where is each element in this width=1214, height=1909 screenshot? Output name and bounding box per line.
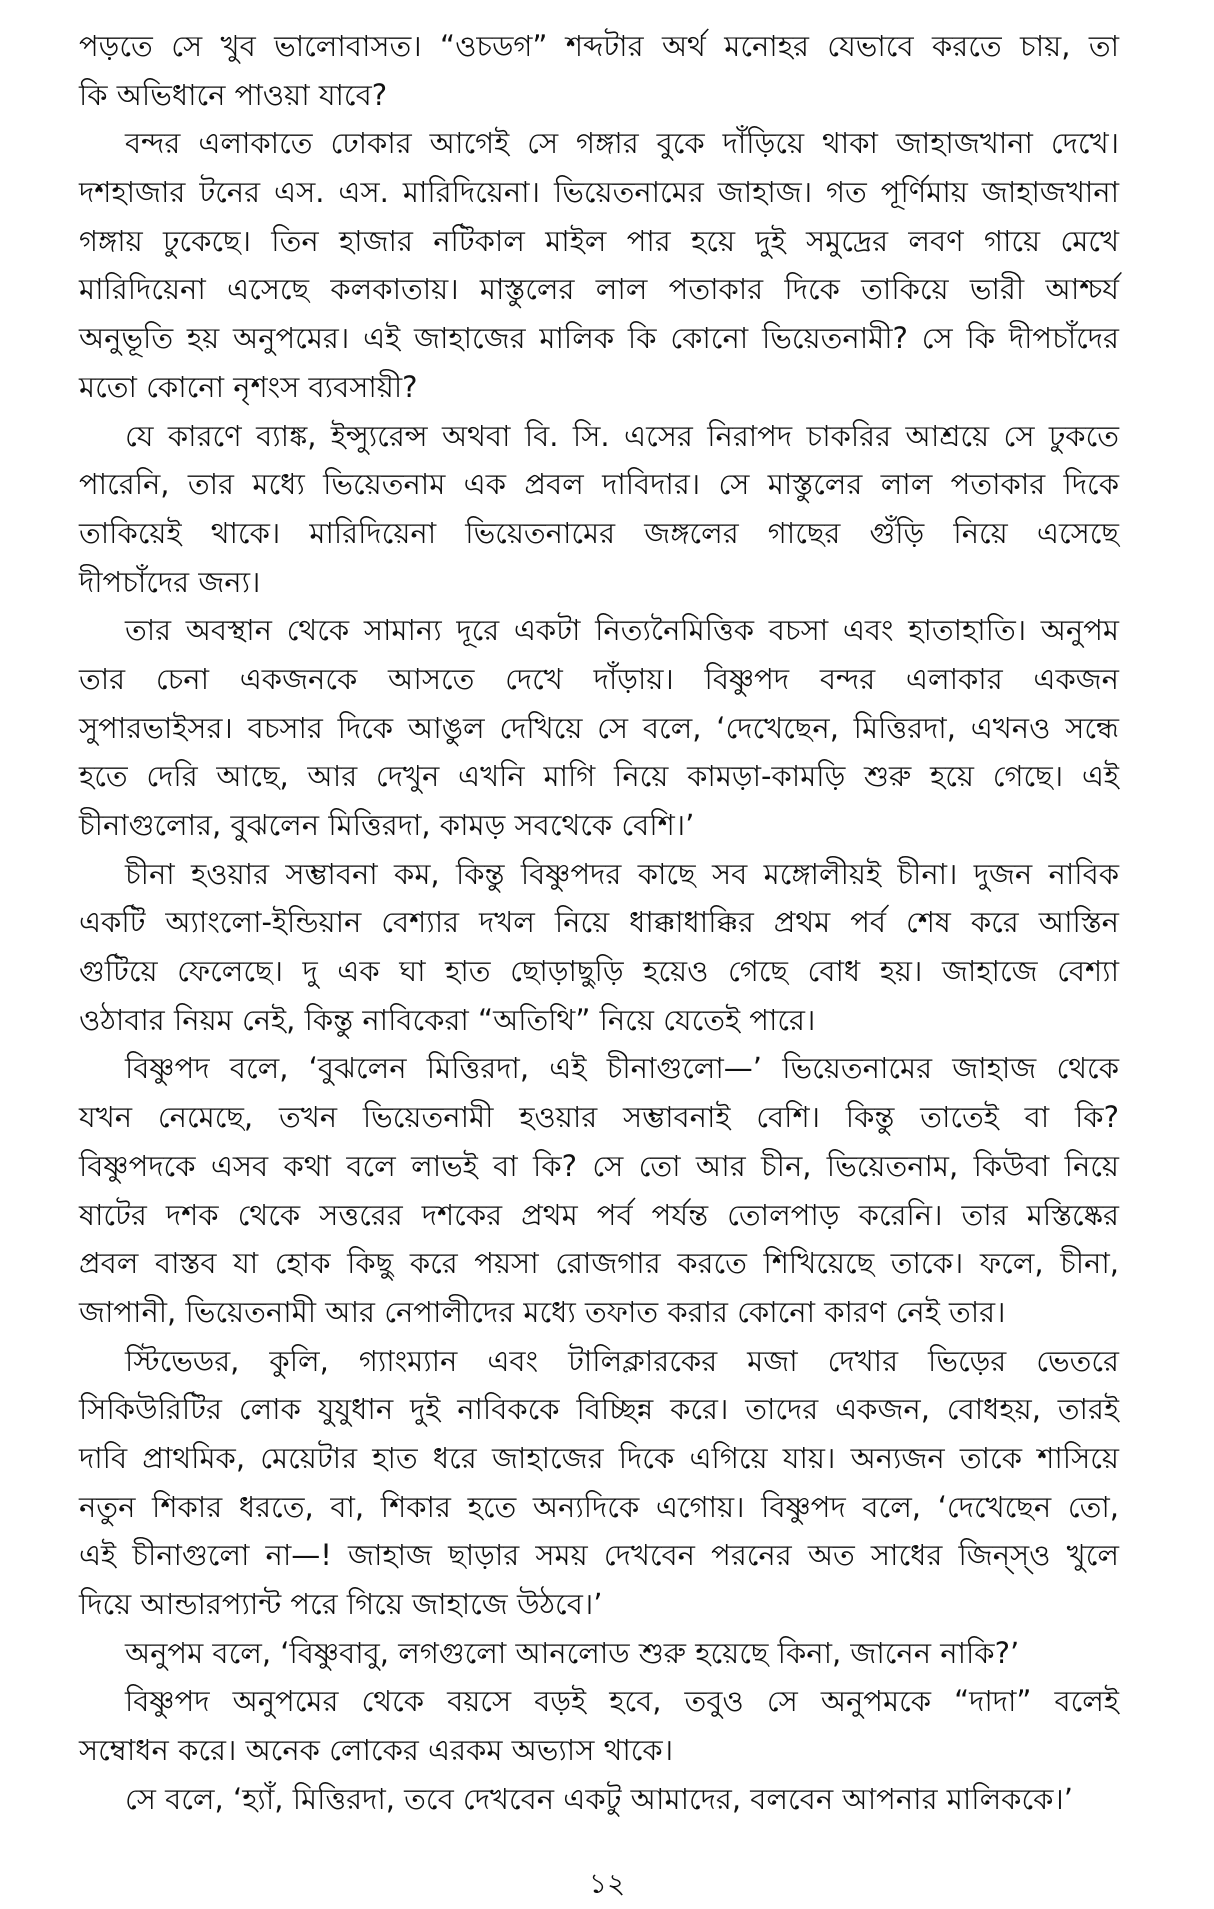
text-line: অনুপম বলে, ‘বিষ্ণুবাবু, লগগুলো আনলোড শুরু হয়েছে কিনা, জানেন নাকি?’ [125, 1635, 1020, 1670]
paragraph [79, 606, 1119, 849]
text-line: ওঠাবার নিয়ম নেই, কিন্তু নাবিকেরা “অতিথি” নিয়ে যেতেই পারে। [79, 1002, 816, 1037]
text-line: চীনাগুলোর, বুঝলেন মিত্তিরদা, কামড় সবথেকে বেশি।’ [79, 808, 695, 842]
text-line: দিয়ে আন্ডারপ্যান্ট পরে গিয়ে জাহাজে উঠবে।’ [79, 1587, 603, 1621]
paragraph [79, 1629, 1119, 1678]
text-line: যে কারণে ব্যাঙ্ক, ইন্স্যুরেন্স অথবা বি. সি. এসের নিরাপদ চাকরির আশ্রয়ে সে ঢুকতে [125, 418, 1119, 453]
text-line: দীপচাঁদের জন্য। [79, 564, 261, 599]
page-body [79, 22, 1119, 1823]
text-line: সে বলে, ‘হ্যাঁ, মিত্তিরদা, তবে দেখবেন একটু আমাদের, বলবেন আপনার মালিককে।’ [125, 1781, 1073, 1816]
text-line: যখন নেমেছে, তখন ভিয়েতনামী হওয়ার সম্ভাবনাই বেশি। কিন্তু তাতেই বা কি? [79, 1100, 1119, 1135]
text-line: বিষ্ণুপদ অনুপমের থেকে বয়সে বড়ই হবে, তবুও সে অনুপমকে “দাদা” বলেই [125, 1684, 1119, 1719]
text-line: মতো কোনো নৃশংস ব্যবসায়ী? [79, 369, 418, 404]
text-line: হতে দেরি আছে, আর দেখুন এখনি মাগি নিয়ে কামড়া-কামড়ি শুরু হয়ে গেছে। এই [79, 759, 1119, 794]
text-line: বিষ্ণুপদকে এসব কথা বলে লাভই বা কি? সে তো আর চীন, ভিয়েতনাম, কিউবা নিয়ে [79, 1148, 1119, 1183]
text-line: অনুভূতি হয় অনুপমের। এই জাহাজের মালিক কি কোনো ভিয়েতনামী? সে কি দীপচাঁদের [79, 321, 1119, 356]
text-line: এই চীনাগুলো না—! জাহাজ ছাড়ার সময় দেখবেন পরনের অত সাধের জিন্স্‌ও খুলে [79, 1538, 1119, 1573]
paragraph [79, 1044, 1119, 1336]
text-line: ষাটের দশক থেকে সত্তরের দশকের প্রথম পর্ব পর্যন্ত তোলপাড় করেনি। তার মস্তিষ্কের [79, 1197, 1119, 1232]
text-line: সিকিউরিটির লোক যুযুধান দুই নাবিককে বিচ্ছিন্ন করে। তাদের একজন, বোধহয়, তারই [79, 1392, 1119, 1427]
text-line: দাবি প্রাথমিক, মেয়েটার হাত ধরে জাহাজের দিকে এগিয়ে যায়। অন্যজন তাকে শাসিয়ে [79, 1440, 1119, 1475]
text-line: বন্দর এলাকাতে ঢোকার আগেই সে গঙ্গার বুকে দাঁড়িয়ে থাকা জাহাজখানা দেখে। [125, 126, 1119, 161]
text-line: গঙ্গায় ঢুকেছে। তিন হাজার নটিকাল মাইল পার হয়ে দুই সমুদ্রের লবণ গায়ে মেখে [79, 223, 1119, 258]
text-line: দশহাজার টনের এস. এস. মারিদিয়েনা। ভিয়েতনামের জাহাজ। গত পূর্ণিমায় জাহাজখানা [79, 175, 1119, 210]
text-line: জাপানী, ভিয়েতনামী আর নেপালীদের মধ্যে তফাত করার কোনো কারণ নেই তার। [79, 1294, 1006, 1329]
text-line: পড়তে সে খুব ভালোবাসত। “ওচডগ” শব্দটার অর্থ মনোহর যেভাবে করতে চায়, তা [79, 29, 1119, 63]
text-line: সম্বোধন করে। অনেক লোকের এরকম অভ্যাস থাকে। [79, 1733, 674, 1768]
text-line: চীনা হওয়ার সম্ভাবনা কম, কিন্তু বিষ্ণুপদর কাছে সব মঙ্গোলীয়ই চীনা। দুজন নাবিক [125, 856, 1119, 891]
text-line: সুপারভাইসর। বচসার দিকে আঙুল দেখিয়ে সে বলে, ‘দেখেছেন, মিত্তিরদা, এখনও সন্ধে [79, 710, 1119, 745]
text-line: তাকিয়েই থাকে। মারিদিয়েনা ভিয়েতনামের জঙ্গলের গাছের গুঁড়ি নিয়ে এসেছে [79, 515, 1119, 550]
text-line: নতুন শিকার ধরতে, বা, শিকার হতে অন্যদিকে এগোয়। বিষ্ণুপদ বলে, ‘দেখেছেন তো, [79, 1489, 1119, 1524]
paragraph [79, 850, 1119, 1045]
paragraph [79, 1677, 1119, 1774]
text-line: পারেনি, তার মধ্যে ভিয়েতনাম এক প্রবল দাবিদার। সে মাস্তুলের লাল পতাকার দিকে [79, 467, 1119, 502]
text-line: মারিদিয়েনা এসেছে কলকাতায়। মাস্তুলের লাল পতাকার দিকে তাকিয়ে ভারী আশ্চর্য [79, 272, 1119, 307]
text-line: কি অভিধানে পাওয়া যাবে? [79, 77, 388, 112]
text-line: গুটিয়ে ফেলেছে। দু এক ঘা হাত ছোড়াছুড়ি হয়েও গেছে বোধ হয়। জাহাজে বেশ্যা [79, 954, 1119, 989]
paragraph [79, 1775, 1119, 1824]
text-line: তার চেনা একজনকে আসতে দেখে দাঁড়ায়। বিষ্ণুপদ বন্দর এলাকার একজন [79, 661, 1119, 696]
text-line: প্রবল বাস্তব যা হোক কিছু করে পয়সা রোজগার করতে শিখিয়েছে তাকে। ফলে, চীনা, [79, 1246, 1119, 1281]
paragraph [79, 119, 1119, 411]
text-line: তার অবস্থান থেকে সামান্য দূরে একটা নিত্যনৈমিত্তিক বচসা এবং হাতাহাতি। অনুপম [125, 613, 1119, 648]
paragraph [79, 1337, 1119, 1629]
text-line: বিষ্ণুপদ বলে, ‘বুঝলেন মিত্তিরদা, এই চীনাগুলো—’ ভিয়েতনামের জাহাজ থেকে [125, 1051, 1119, 1086]
text-line: স্টিভেডর, কুলি, গ্যাংম্যান এবং টালিক্লারকের মজা দেখার ভিড়ের ভেতরে [125, 1343, 1119, 1378]
paragraph [79, 412, 1119, 607]
page-number: ১২ [588, 1867, 626, 1900]
text-line: একটি অ্যাংলো-ইন্ডিয়ান বেশ্যার দখল নিয়ে ধাক্কাধাক্কির প্রথম পর্ব শেষ করে আস্তিন [79, 905, 1119, 940]
paragraph [79, 22, 1119, 119]
